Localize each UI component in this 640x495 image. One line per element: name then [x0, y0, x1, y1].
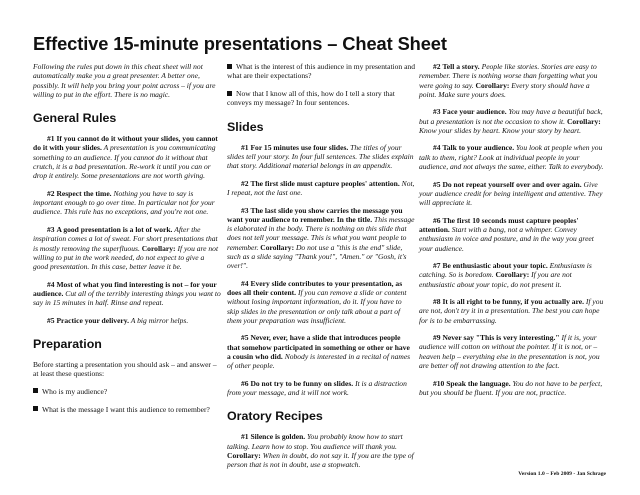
oratory-rule-9 — [419, 333, 607, 370]
rule-number: #5 — [47, 315, 55, 325]
rule-title: The last slide you show carries the message you want your audience to remember. In the title. — [227, 205, 403, 224]
rule-title: Never, ever, have a slide that introduces people that somehow participated in something or other or have a cousin who did. — [227, 333, 410, 362]
rule-body: If you can remove a slide or content without losing important information, do it. If you have to skip slides in the presentation or only talk about a part of them your preparation was insufficient. — [227, 288, 407, 325]
general-rule-1 — [33, 134, 221, 180]
rule-body-continued: Know your slides by heart. Know your story by heart. — [419, 125, 582, 135]
rule-body: You do not have to be perfect, but you should be fluent. If you are not, practice. — [419, 378, 603, 397]
rule-number: #2 — [433, 62, 441, 71]
slides-rule-4 — [227, 279, 415, 325]
rule-title: Talk to your audience. — [442, 143, 515, 153]
oratory-rule-6 — [419, 216, 607, 253]
rule-body: Start with a bang, not a whimper. Convey enthusiasm in voice and posture, and in the way you greet your audience. — [419, 224, 594, 253]
rule-body: You probably know how to start talking. Learn how to stop. You audience will thank you. — [227, 432, 403, 451]
oratory-heading: Oratory Recipes — [227, 409, 323, 424]
slides-heading: Slides — [227, 119, 264, 134]
preparation-question: What is the interest of this audience in my presentation and what are their expectations? — [227, 62, 415, 81]
general-rules-heading: General Rules — [33, 111, 117, 126]
rule-title: Face your audience. — [442, 107, 507, 117]
rule-title: Practice your delivery. — [56, 315, 130, 325]
corollary-label: Corollary: — [141, 243, 176, 253]
rule-number: #2 — [47, 188, 55, 198]
rule-body: Cut all of the terribly interesting things you want to say in 15 minutes in half. Rinse and repeat. — [33, 288, 221, 308]
rule-title: The first slide must capture peoples' attention. — [250, 178, 400, 188]
rule-number: #2 — [241, 178, 249, 188]
slides-rule-3 — [227, 206, 415, 271]
general-rule-3 — [33, 225, 221, 271]
version-footer: Version 1.0 – Feb 2009 - Jan Schrage — [518, 471, 606, 477]
column-1 — [33, 62, 221, 422]
rule-title: Be enthusiastic about your topic. — [442, 260, 548, 270]
rule-body: You look at people when you talk to them, right? Look at individual people in your audience, and not always the same, either. Talk to everybody. — [419, 143, 604, 172]
rule-title: Most of what you find interesting is not – for your audience. — [33, 279, 217, 298]
rule-title: Tell a story. — [442, 62, 480, 71]
rule-body: Nothing you have to say is important enough to go over time. In particular not for your audience. This rule has no exceptions, and you're not one. — [33, 188, 215, 217]
rule-body: After the inspiration comes a lot of sweat. For short presentations that is mostly removing the superfluous. — [33, 224, 218, 253]
rule-body: A presentation is you communicating something to an audience. If you cannot do it without that crutch, it is a bad presentation. Re-work it until you can or drop it entirely. Some presentations are not worth giving. — [33, 143, 216, 181]
rule-title: A good presentation is a lot of work. — [56, 224, 173, 234]
oratory-rule-7 — [419, 261, 607, 289]
rule-number: #1 — [47, 134, 55, 144]
rule-title: For 15 minutes use four slides. — [250, 142, 349, 152]
rule-title: Never say "This is very interesting." — [442, 333, 560, 343]
preparation-question: Who is my audience? — [33, 387, 221, 396]
rule-number: #6 — [241, 378, 249, 388]
square-bullet-icon — [227, 64, 232, 69]
rule-body: You may have a beautiful back, but a presentation is not the occasion to show it. — [419, 107, 603, 126]
rule-body: This message is elaborated in the body. There is nothing on this slide that does not tell your message. This is what you want people to remember. — [227, 214, 415, 252]
rule-number: #1 — [241, 142, 249, 152]
rule-number: #10 — [433, 378, 445, 388]
rule-body: A big mirror helps. — [130, 315, 189, 325]
general-rule-2 — [33, 189, 221, 217]
rule-title: Speak the language. — [446, 378, 511, 388]
oratory-rule-4 — [419, 143, 607, 171]
rule-number: #3 — [47, 224, 55, 234]
preparation-question: Now that I know all of this, how do I tell a story that conveys my message? In four sentences. — [227, 89, 395, 108]
slides-rule-2 — [227, 179, 415, 198]
rule-number: #3 — [433, 107, 441, 117]
preparation-heading: Preparation — [33, 336, 102, 351]
rule-body: Give your audience credit for being intelligent and attentive. They will appreciate it. — [419, 179, 603, 208]
square-bullet-icon — [33, 388, 38, 393]
rule-number: #1 — [241, 432, 249, 442]
preparation-question: What is the message I want this audience to remember? — [33, 405, 221, 414]
corollary-label: Corollary: — [227, 451, 261, 461]
slides-rule-5 — [227, 333, 415, 370]
rule-number: #6 — [433, 215, 441, 225]
rule-body-continued: Do not use a "this is the end" slide, such as a slide saying "Thank you!", "Amen." or "Gosh, it's over!". — [227, 242, 407, 271]
rule-number: #5 — [241, 333, 249, 343]
rule-body-continued: If you are not willing to put in the work needed, do not expect to give a good presentation. In this case, better leave it be. — [33, 243, 219, 272]
slides-rule-1 — [227, 143, 415, 171]
rule-title: Every slide contributes to your presentation, as does all their content. — [227, 278, 403, 298]
rule-number: #4 — [433, 143, 441, 153]
rule-number: #9 — [433, 333, 441, 343]
general-rule-4 — [33, 280, 221, 308]
rule-body: Enthusiasm is catching. So is boredom. — [419, 260, 592, 280]
corollary-label: Corollary: — [260, 242, 295, 252]
oratory-rule-10 — [419, 379, 607, 398]
general-rule-5 — [33, 316, 221, 325]
rule-body-continued: When in doubt, do not say it. If you are the type of person that is not in doubt, use a stopwatch. — [227, 451, 414, 470]
rule-title: Do not try to be funny on slides. — [250, 378, 354, 388]
rule-body: Nobody is interested in a recital of names of other people. — [227, 352, 411, 371]
rule-number: #8 — [433, 297, 441, 307]
square-bullet-icon — [33, 406, 38, 411]
oratory-rule-8 — [419, 297, 607, 325]
rule-body-continued: If you are not enthusiastic about your topic, do not present it. — [419, 270, 572, 289]
rule-number: #7 — [433, 260, 441, 270]
rule-body-continued: Every story should have a point. Make sure yours does. — [419, 80, 590, 99]
rule-title: If you cannot do it without your slides, you cannot do it with your slides. — [33, 134, 218, 153]
corollary-label: Corollary: — [495, 270, 530, 280]
intro-paragraph: Following the rules put down in this cheat sheet will not automatically make you a great presenter. A better one, possibly. It will help you bring your point across – if you are willing to put in the effort. There is no magic. — [33, 62, 216, 99]
rule-number: #3 — [241, 205, 249, 215]
square-bullet-icon — [227, 91, 232, 96]
oratory-rule-2 — [419, 62, 607, 99]
slides-rule-6 — [227, 379, 415, 398]
corollary-label: Corollary: — [566, 116, 601, 126]
rule-number: #4 — [47, 279, 55, 289]
oratory-rule-5 — [419, 180, 607, 208]
rule-title: The first 10 seconds must capture peoples' attention. — [419, 215, 579, 234]
page-title: Effective 15-minute presentations – Cheat Sheet — [33, 33, 447, 54]
rule-number: #5 — [433, 179, 441, 189]
rule-body: The titles of your slides tell your story. In four full sentences. The slides explain that story. Additional material belongs in an appendix. — [227, 142, 414, 171]
rule-body: If it is, your audience will cotton on without the pointer. If it is not, or – heaven help – everything else in the presentation is not, you are better off not drawing attention to the fact. — [419, 333, 600, 371]
column-3 — [419, 62, 607, 405]
corollary-label: Corollary: — [475, 80, 510, 90]
rule-title: It is all right to be funny, if you actually are. — [442, 297, 585, 307]
rule-title: Respect the time. — [56, 188, 112, 198]
rule-body: Not, I repeat, not the last one. — [227, 178, 415, 198]
column-2 — [227, 62, 415, 478]
rule-title: Silence is golden. — [250, 432, 306, 442]
oratory-rule-3 — [419, 107, 607, 135]
rule-title: Do not repeat yourself over and over again. — [442, 179, 582, 189]
rule-body: It is a distraction from your message, and it will not work. — [227, 378, 407, 398]
rule-body: If you are not, don't try it in a presentation. The best you can hope for is to be embarrassing. — [419, 297, 604, 325]
rule-body: People like stories. Stories are easy to remember. There is nothing worse than forgetting what you were going to say. — [419, 62, 598, 90]
preparation-lead: Before starting a presentation you should ask – and answer – at least these questions: — [33, 359, 217, 379]
oratory-rule-1-start — [227, 432, 415, 469]
rule-number: #4 — [241, 278, 249, 288]
